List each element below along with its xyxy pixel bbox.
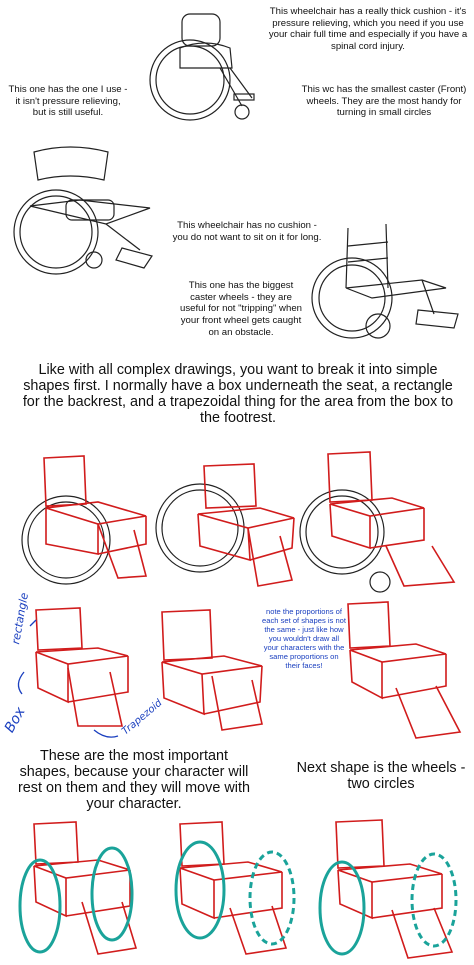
shapes-diagram-3 <box>340 598 470 748</box>
label-rectangle: rectangle <box>9 591 32 646</box>
construction-chair-1 <box>14 448 154 598</box>
wheels-diagram-2 <box>156 818 306 964</box>
construction-chair-3 <box>300 448 462 598</box>
note-important-shapes: These are the most important shapes, because your character will rest on them and they will move with your character. <box>18 748 250 813</box>
note-thick-cushion: This wheelchair has a really thick cushion - it's pressure relieving, which you need if you use your chair full time and especially if you have a spinal cord injury. <box>268 6 468 53</box>
note-no-cushion: This wheelchair has no cushion - you do not want to sit on it for long. <box>172 220 322 243</box>
label-box: Box <box>1 704 29 736</box>
wheelchair-sketch-thick-cushion <box>150 8 270 128</box>
wheels-diagram-3 <box>312 818 468 964</box>
note-biggest-caster: This one has the biggest caster wheels - they are useful for not "tripping" when your front wheel gets caught on an obstacle. <box>179 280 302 338</box>
construction-chair-2 <box>152 458 302 608</box>
shapes-diagram-2 <box>152 606 276 754</box>
note-not-pressure-relieving: This one has the one I use - it isn't pressure relieving, but is still useful. <box>8 84 128 119</box>
note-next-shape: Next shape is the wheels - two circles <box>296 760 466 793</box>
label-trapezoid: Trapezoid <box>120 697 165 738</box>
wheelchair-sketch-everyday <box>10 140 160 280</box>
intro-paragraph: Like with all complex drawings, you want to break it into simple shapes first. I normally have a box underneath the seat, a rectangle for the backrest, and a trapezoidal thing for the area from the box to the footrest. <box>22 362 454 427</box>
note-small-caster: This wc has the smallest caster (Front) wheels. They are the most handy for turning in small circles <box>301 84 467 119</box>
wheels-diagram-1 <box>12 818 152 964</box>
note-proportions: note the proportions of each set of shapes is not the same - just like how you wouldn't draw all your characters with the same proportions on their faces! <box>262 607 347 670</box>
wheelchair-sketch-big-caster <box>318 218 468 358</box>
